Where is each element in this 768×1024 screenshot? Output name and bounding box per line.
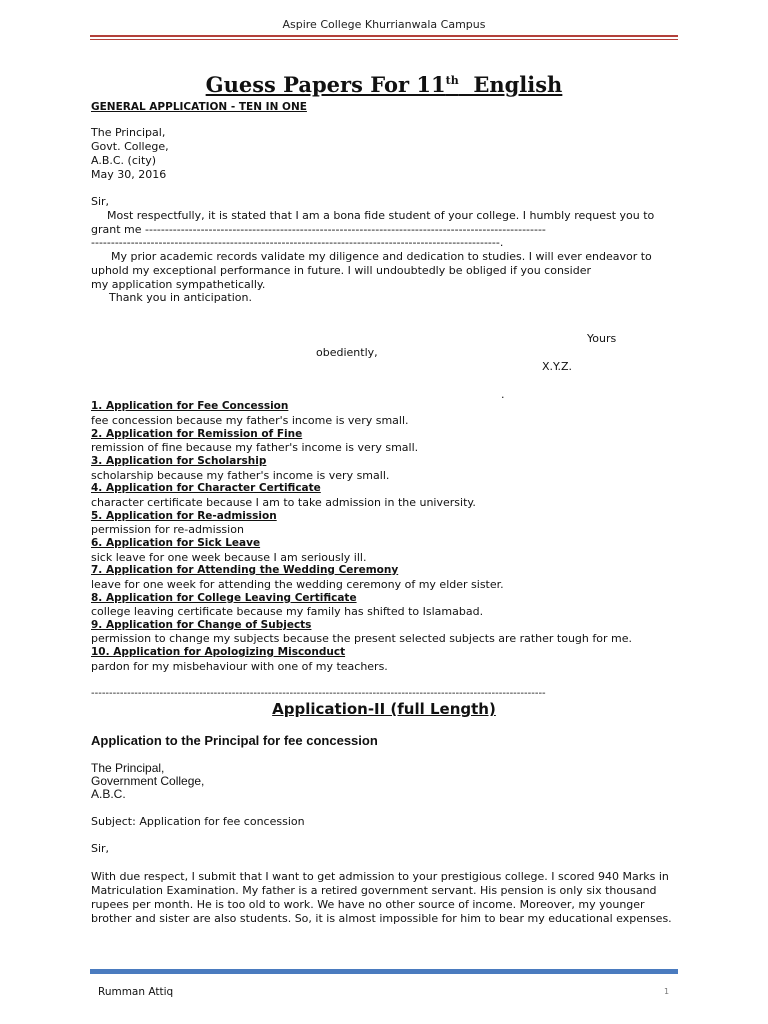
app-text-10: pardon for my misbehaviour with one of my teachers. <box>91 660 388 673</box>
body-line-3: -------------------------------------------------------------------------------------------------------. <box>91 236 504 249</box>
full-address-2: Government College, <box>91 774 205 788</box>
app-text-5: permission for re-admission <box>91 523 244 536</box>
subject-line: Subject: Application for fee concession <box>91 815 305 828</box>
address-line-2: Govt. College, <box>91 140 169 153</box>
app-heading-5: 5. Application for Re-admission <box>91 510 277 522</box>
section-divider: ------------------------------------------------------------------------------------------------------------------------------ <box>91 688 546 699</box>
app-text-6: sick leave for one week because I am seriously ill. <box>91 551 367 564</box>
page-number: 1 <box>664 987 670 996</box>
salutation: Sir, <box>91 195 110 208</box>
app-heading-7: 7. Application for Attending the Wedding Ceremony <box>91 564 399 576</box>
app-text-2: remission of fine because my father's income is very small. <box>91 441 419 454</box>
address-line-1: The Principal, <box>91 126 166 139</box>
para-line-2: Matriculation Examination. My father is a retired government servant. His pension is only six thousand <box>91 884 657 897</box>
stray-dot: . <box>501 388 505 401</box>
para-line-3: rupees per month. He is too old to work. We have no other source of income. Moreover, my younger <box>91 898 645 911</box>
address-line-3: A.B.C. (city) <box>91 154 157 167</box>
app-heading-10: 10. Application for Apologizing Misconduct <box>91 646 346 658</box>
app-heading-2: 2. Application for Remission of Fine <box>91 428 303 440</box>
body-line-2: grant me ----------------------------------------------------------------------------------------------------- <box>91 223 546 236</box>
app-text-4: character certificate because I am to take admission in the university. <box>91 496 476 509</box>
header-rule <box>90 35 678 37</box>
para-line-1: With due respect, I submit that I want to get admission to your prestigious college. I scored 940 Marks in <box>91 870 669 883</box>
full-length-heading: Application to the Principal for fee concession <box>91 733 378 748</box>
closing-obediently: obediently, <box>316 346 378 359</box>
full-salutation: Sir, <box>91 842 110 855</box>
para-line-4: brother and sister are also students. So, it is almost impossible for him to bear my educational expenses. <box>91 912 672 925</box>
section-title: Application-II (full Length) <box>272 700 496 718</box>
title-subject: English <box>458 72 563 97</box>
closing-yours: Yours <box>587 332 617 345</box>
body-line-5: uphold my exceptional performance in future. I will undoubtedly be obliged if you consider <box>91 264 591 277</box>
footer-author: Rumman Attiq <box>98 986 174 998</box>
app-text-1: fee concession because my father's income is very small. <box>91 414 409 427</box>
page-title <box>0 72 768 97</box>
app-heading-8: 8. Application for College Leaving Certificate <box>91 592 357 604</box>
header-rule-thin <box>90 39 678 40</box>
app-heading-9: 9. Application for Change of Subjects <box>91 619 312 631</box>
app-heading-6: 6. Application for Sick Leave <box>91 537 261 549</box>
app-text-9: permission to change my subjects because the present selected subjects are rather tough for me. <box>91 632 632 645</box>
header-campus: Aspire College Khurrianwala Campus <box>282 18 486 31</box>
app-heading-4: 4. Application for Character Certificate <box>91 482 321 494</box>
general-heading: GENERAL APPLICATION - TEN IN ONE <box>91 101 307 113</box>
full-address-1: The Principal, <box>91 761 165 775</box>
signature: X.Y.Z. <box>542 360 573 373</box>
thanks: Thank you in anticipation. <box>109 291 252 304</box>
body-line-4: My prior academic records validate my diligence and dedication to studies. I will ever endeavor to <box>111 250 652 263</box>
title-sup: th <box>445 74 459 87</box>
footer-rule <box>90 969 678 974</box>
full-address-3: A.B.C. <box>91 787 126 801</box>
app-text-8: college leaving certificate because my family has shifted to Islamabad. <box>91 605 484 618</box>
title-main: Guess Papers For 11 <box>205 72 446 97</box>
address-date: May 30, 2016 <box>91 168 167 181</box>
app-heading-1: 1. Application for Fee Concession <box>91 400 289 412</box>
body-line-1: Most respectfully, it is stated that I am a bona fide student of your college. I humbly request you to <box>107 209 655 222</box>
app-text-3: scholarship because my father's income is very small. <box>91 469 390 482</box>
body-line-6: my application sympathetically. <box>91 278 266 291</box>
app-heading-3: 3. Application for Scholarship <box>91 455 267 467</box>
app-text-7: leave for one week for attending the wedding ceremony of my elder sister. <box>91 578 504 591</box>
